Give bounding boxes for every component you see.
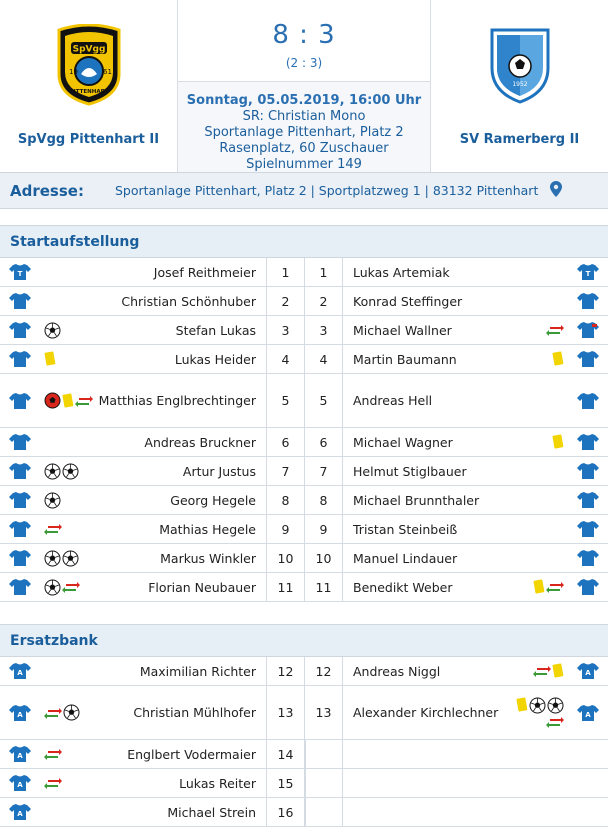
away-player-name[interactable]: Helmut Stiglbauer [353, 463, 467, 479]
away-player-name[interactable]: Michael Wagner [353, 434, 453, 450]
home-jersey-icon [0, 798, 40, 826]
home-jersey-icon [0, 515, 40, 543]
home-player[interactable] [0, 457, 304, 485]
substitution-icon [44, 747, 62, 761]
yellow-card-icon [44, 351, 56, 367]
home-player[interactable] [0, 316, 304, 344]
player-row [0, 515, 608, 544]
away-shirt-number: 11 [305, 573, 343, 601]
home-player-name[interactable]: Lukas Reiter [179, 775, 256, 791]
home-jersey-icon [0, 316, 40, 344]
svg-text:61: 61 [102, 68, 112, 76]
home-events [40, 769, 95, 797]
away-events [513, 544, 568, 572]
home-team[interactable] [0, 0, 177, 172]
away-team[interactable] [431, 0, 608, 172]
yellow-card-icon [552, 434, 564, 450]
away-jersey-icon [568, 457, 608, 485]
home-shirt-number: 9 [266, 515, 304, 543]
player-row [0, 345, 608, 374]
away-shirt-number: 8 [305, 486, 343, 514]
home-jersey-icon [0, 740, 40, 768]
substitution-icon [44, 706, 62, 720]
home-shirt-number: 15 [266, 769, 304, 797]
away-shirt-number: 4 [305, 345, 343, 373]
home-jersey-icon [0, 428, 40, 456]
home-events [40, 657, 95, 685]
player-row [0, 374, 608, 428]
own-goal-icon [44, 392, 61, 409]
away-player[interactable] [304, 657, 608, 685]
home-player[interactable] [0, 740, 304, 768]
match-center [177, 0, 431, 172]
substitution-icon [44, 522, 62, 536]
home-player-name[interactable]: Christian Mühlhofer [133, 705, 256, 720]
player-row [0, 798, 608, 827]
home-events [40, 486, 95, 514]
halftime-score: (2 : 3) [285, 56, 323, 70]
svg-text:19: 19 [68, 68, 78, 76]
home-player-name[interactable]: Lukas Heider [174, 351, 256, 367]
home-shirt-number: 12 [266, 657, 304, 685]
ball-icon [62, 463, 79, 480]
home-events [40, 573, 95, 601]
away-shirt-number: 9 [305, 515, 343, 543]
substitution-icon [62, 580, 80, 594]
away-shirt-number: 13 [305, 686, 343, 739]
home-player-name[interactable]: Englbert Vodermaier [127, 746, 256, 762]
away-player[interactable] [304, 544, 608, 572]
home-jersey-icon [0, 769, 40, 797]
ball-icon [44, 579, 61, 596]
svg-text:A: A [17, 752, 23, 760]
home-player-name[interactable]: Maximilian Richter [139, 663, 256, 679]
away-events [513, 287, 568, 315]
away-events [513, 573, 568, 601]
away-player-name[interactable]: Andreas Niggl [353, 663, 441, 679]
player-row [0, 740, 608, 769]
player-row [0, 457, 608, 486]
substitution-icon [546, 580, 564, 594]
home-player[interactable] [0, 345, 304, 373]
home-player[interactable] [0, 287, 304, 315]
home-player-name[interactable]: Markus Winkler [160, 550, 256, 566]
home-player[interactable] [0, 515, 304, 543]
home-player-name[interactable]: Mathias Hegele [159, 521, 256, 537]
home-player-name[interactable]: Florian Neubauer [148, 579, 256, 595]
home-player-name[interactable]: Christian Schönhuber [121, 293, 256, 309]
away-jersey-icon [568, 486, 608, 514]
away-jersey-icon [568, 544, 608, 572]
away-events [513, 657, 568, 685]
svg-text:A: A [17, 781, 23, 789]
home-events [40, 258, 95, 286]
away-shirt-number: 12 [305, 657, 343, 685]
svg-text:A: A [585, 710, 591, 719]
away-jersey-icon [568, 686, 608, 739]
home-shirt-number: 5 [266, 374, 304, 427]
player-row [0, 287, 608, 316]
away-player-name[interactable]: Tristan Steinbeiß [353, 521, 458, 537]
home-player[interactable] [0, 798, 304, 826]
away-events [513, 345, 568, 373]
player-row [0, 573, 608, 602]
away-player[interactable] [304, 316, 608, 344]
home-crest-icon [55, 24, 123, 106]
away-events [513, 374, 568, 427]
home-player[interactable] [0, 374, 304, 427]
yellow-card-icon [516, 697, 528, 713]
address-text[interactable]: Sportanlage Pittenhart, Platz 2 | Sportplatzweg 1 | 83132 Pittenhart [115, 183, 539, 198]
away-player-name[interactable]: Alexander Kirchlechner [353, 705, 499, 720]
home-player-name[interactable]: Andreas Bruckner [144, 434, 256, 450]
away-jersey-icon [568, 374, 608, 427]
home-events [40, 544, 95, 572]
away-events [513, 258, 568, 286]
away-events [513, 486, 568, 514]
home-jersey-icon [0, 457, 40, 485]
away-player-name[interactable]: Manuel Lindauer [353, 550, 458, 566]
away-player[interactable] [304, 287, 608, 315]
home-shirt-number: 6 [266, 428, 304, 456]
away-player[interactable] [304, 686, 608, 739]
home-shirt-number: 11 [266, 573, 304, 601]
away-player-name[interactable]: Benedikt Weber [353, 579, 453, 595]
home-player[interactable] [0, 657, 304, 685]
home-shirt-number: 14 [266, 740, 304, 768]
home-events [40, 374, 95, 427]
away-player-name[interactable]: Michael Wallner [353, 322, 452, 338]
lineup-table [0, 258, 608, 602]
away-player[interactable] [304, 486, 608, 514]
match-date: Sonntag, 05.05.2019, 16:00 Uhr [186, 93, 422, 108]
home-events [40, 345, 95, 373]
home-player[interactable] [0, 769, 304, 797]
home-shirt-number: 16 [266, 798, 304, 826]
away-player[interactable] [304, 573, 608, 601]
player-row [0, 486, 608, 515]
match-number: Spielnummer 149 [246, 157, 362, 172]
home-jersey-icon [0, 486, 40, 514]
away-player[interactable] [304, 258, 608, 286]
player-row [0, 258, 608, 287]
away-shirt-number: 2 [305, 287, 343, 315]
yellow-card-icon [552, 663, 564, 679]
ball-icon [44, 463, 61, 480]
home-shirt-number: 13 [266, 686, 304, 739]
home-events [40, 686, 95, 739]
home-jersey-icon [0, 573, 40, 601]
home-player[interactable] [0, 686, 304, 739]
home-events [40, 740, 95, 768]
away-events [513, 686, 568, 739]
away-jersey-icon [568, 573, 608, 601]
player-row [0, 316, 608, 345]
player-row [0, 544, 608, 573]
svg-text:A: A [17, 710, 23, 719]
svg-text:A: A [17, 810, 23, 818]
yellow-card-icon [552, 351, 564, 367]
home-shirt-number: 3 [266, 316, 304, 344]
home-player-name[interactable]: Stefan Lukas [175, 322, 256, 338]
away-shirt-number: 3 [305, 316, 343, 344]
ball-icon [44, 550, 61, 567]
home-player-name[interactable]: Matthias Englbrechtinger [98, 393, 256, 408]
surface-attendance: Rasenplatz, 60 Zuschauer [219, 141, 389, 156]
ball-icon [62, 550, 79, 567]
svg-text:A: A [585, 669, 591, 677]
home-jersey-icon [0, 374, 40, 427]
player-row [0, 657, 608, 686]
substitution-icon [533, 664, 551, 678]
home-jersey-icon [0, 345, 40, 373]
ball-icon [44, 492, 61, 509]
home-player[interactable] [0, 573, 304, 601]
ball-icon [63, 704, 80, 721]
away-jersey-icon [568, 316, 608, 344]
substitution-icon [44, 776, 62, 790]
home-events [40, 515, 95, 543]
home-shirt-number: 8 [266, 486, 304, 514]
venue: Sportanlage Pittenhart, Platz 2 [204, 125, 404, 140]
home-events [40, 428, 95, 456]
away-empty-slot [304, 740, 608, 768]
svg-text:T: T [585, 270, 591, 278]
home-player[interactable] [0, 428, 304, 456]
svg-text:SpVgg: SpVgg [72, 44, 105, 55]
score-box [178, 0, 430, 82]
home-jersey-icon [0, 287, 40, 315]
home-events [40, 316, 95, 344]
away-jersey-icon [568, 428, 608, 456]
substitution-icon [546, 323, 564, 337]
home-player-name[interactable]: Michael Strein [167, 804, 256, 820]
away-jersey-icon [568, 258, 608, 286]
away-player[interactable] [304, 345, 608, 373]
away-player[interactable] [304, 428, 608, 456]
away-shirt-number: 7 [305, 457, 343, 485]
home-jersey-icon [0, 544, 40, 572]
away-crest-icon [489, 26, 551, 104]
away-jersey-icon [568, 657, 608, 685]
away-shirt-number: 10 [305, 544, 343, 572]
substitution-icon [546, 715, 564, 729]
away-events [513, 428, 568, 456]
home-team-logo[interactable] [55, 24, 123, 106]
svg-text:T: T [17, 270, 23, 278]
final-score: 8 : 3 [272, 20, 336, 50]
bench-section-title: Ersatzbank [0, 624, 608, 657]
away-player-name[interactable]: Andreas Hell [353, 393, 433, 408]
home-team-name[interactable]: SpVgg Pittenhart II [17, 132, 160, 147]
svg-text:A: A [17, 669, 23, 677]
away-team-name[interactable]: SV Ramerberg II [459, 132, 580, 147]
svg-text:1952: 1952 [511, 81, 528, 88]
away-player[interactable] [304, 457, 608, 485]
home-shirt-number: 1 [266, 258, 304, 286]
match-info [178, 82, 430, 173]
away-player[interactable] [304, 515, 608, 543]
home-events [40, 287, 95, 315]
home-player[interactable] [0, 544, 304, 572]
away-team-logo[interactable] [489, 24, 551, 106]
away-player-name[interactable]: Martin Baumann [353, 351, 457, 367]
away-jersey-icon [568, 345, 608, 373]
lineup-section-title: Startaufstellung [0, 225, 608, 258]
home-jersey-icon [0, 657, 40, 685]
address-bar [0, 173, 608, 209]
home-player-name[interactable]: Artur Justus [182, 463, 256, 479]
away-events [513, 515, 568, 543]
svg-text:PITTENHART: PITTENHART [69, 89, 108, 95]
home-shirt-number: 2 [266, 287, 304, 315]
yellow-card-icon [533, 579, 545, 595]
map-pin-icon[interactable] [550, 181, 562, 201]
home-events [40, 457, 95, 485]
away-player-name[interactable]: Lukas Artemiak [353, 264, 450, 280]
home-jersey-icon [0, 686, 40, 739]
away-player-name[interactable]: Konrad Steffinger [353, 293, 463, 309]
ball-icon [529, 697, 546, 714]
home-player[interactable] [0, 258, 304, 286]
home-jersey-icon [0, 258, 40, 286]
address-label: Adresse: [10, 181, 84, 200]
away-shirt-number: 5 [305, 374, 343, 427]
away-shirt-number: 1 [305, 258, 343, 286]
referee: SR: Christian Mono [242, 109, 366, 124]
away-shirt-number: 6 [305, 428, 343, 456]
yellow-card-icon [62, 393, 74, 409]
home-shirt-number: 7 [266, 457, 304, 485]
player-row [0, 428, 608, 457]
home-player[interactable] [0, 486, 304, 514]
ball-icon [44, 322, 61, 339]
away-player-name[interactable]: Michael Brunnthaler [353, 492, 480, 508]
match-header [0, 0, 608, 173]
home-events [40, 798, 95, 826]
away-empty-slot [304, 798, 608, 826]
ball-icon [547, 697, 564, 714]
home-player-name[interactable]: Josef Reithmeier [153, 264, 256, 280]
home-shirt-number: 4 [266, 345, 304, 373]
player-row [0, 686, 608, 740]
away-jersey-icon [568, 515, 608, 543]
home-player-name[interactable]: Georg Hegele [170, 492, 256, 508]
player-row [0, 769, 608, 798]
away-empty-slot [304, 769, 608, 797]
away-events [513, 316, 568, 344]
home-shirt-number: 10 [266, 544, 304, 572]
substitution-icon [75, 394, 93, 408]
away-jersey-icon [568, 287, 608, 315]
away-events [513, 457, 568, 485]
away-player[interactable] [304, 374, 608, 427]
bench-table [0, 657, 608, 827]
